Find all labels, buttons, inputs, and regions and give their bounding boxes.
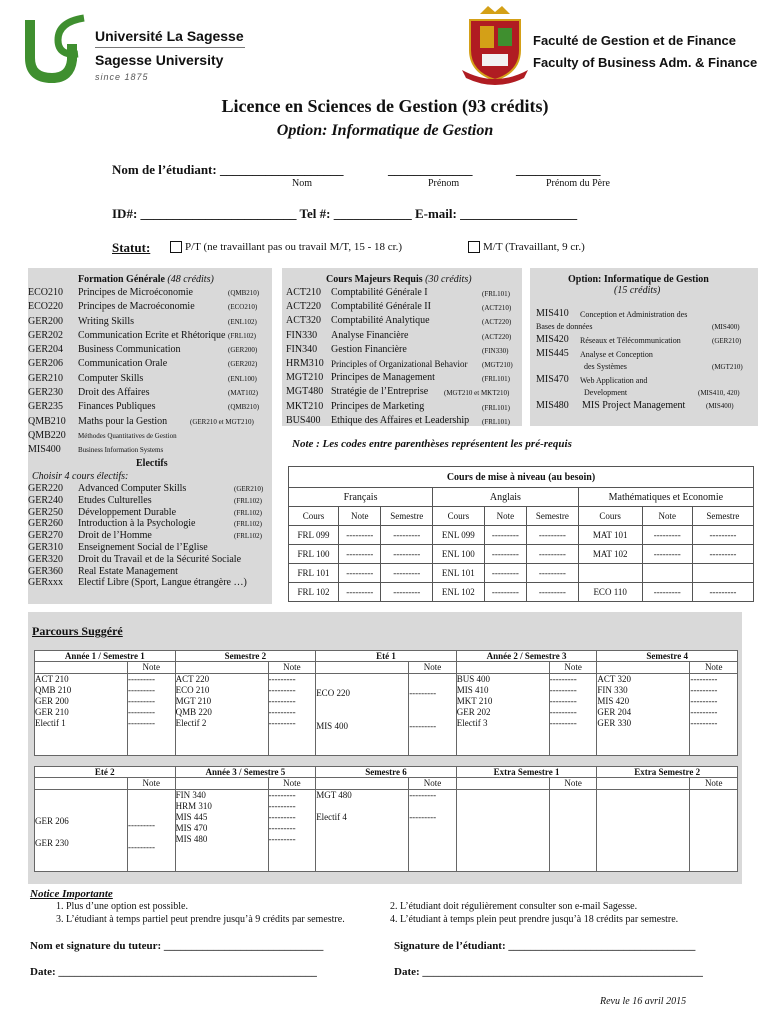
electifs-names: Advanced Computer Skills Etudes Culturelles Développement Durable Introduction à la Psychologie Droit de l’Homme Enseignement Social de l’Eglise Droit du Travail et de la Sécurité Sociale Real Estate Management Electif Libre (Sport, Langue étrangère …) — [78, 483, 247, 589]
table-row — [289, 545, 754, 564]
option-prereq: (MGT210) — [712, 363, 743, 371]
semester-head: Eté 2 — [35, 767, 176, 778]
courses-cell: ACT 210 QMB 210 GER 200 GER 210 Electif 1 — [35, 674, 128, 756]
mt-label: M/T (Travaillant, 9 cr.) — [483, 241, 585, 253]
note-cell[interactable]: --------- — [642, 583, 692, 602]
option-name: Analyse et Conception — [580, 350, 653, 359]
note-cell[interactable]: --------- — [642, 526, 692, 545]
faculty-name-fr: Faculté de Gestion et de Finance — [533, 33, 736, 48]
semestre-cell[interactable]: --------- — [381, 545, 433, 564]
majeurs-codes: ACT210 ACT220 ACT320 FIN330 FIN340 HRM310 MGT210 MGT480 MKT210 BUS400 — [286, 287, 324, 426]
semestre-cell[interactable]: --------- — [527, 526, 579, 545]
tutor-date-field[interactable]: Date: _______________________________________________ — [30, 966, 317, 978]
note-cell[interactable]: --------- — [484, 545, 526, 564]
remedial-title: Cours de mise à niveau (au besoin) — [289, 467, 754, 488]
col-header: Cours — [433, 507, 485, 526]
note-header: Note — [128, 778, 176, 790]
courses-cell: FIN 340 HRM 310 MIS 445 MIS 470 MIS 480 — [175, 790, 268, 872]
empty-cell — [578, 564, 642, 583]
col-header: Note — [484, 507, 526, 526]
note-cell[interactable]: --------- — [338, 545, 380, 564]
notice-item: 2. L’étudiant doit régulièrement consulter son e-mail Sagesse. — [390, 901, 638, 912]
courses-cell: ACT 320 FIN 330 MIS 420 GER 204 GER 330 — [597, 674, 690, 756]
option-name: Conception et Administration des — [580, 310, 688, 319]
notice-title: Notice Importante — [30, 888, 113, 900]
electifs-prereqs: (GER210) (FRL102) (FRL102) (FRL102) (FRL102) — [234, 485, 264, 541]
parcours-bottom-table — [34, 766, 738, 872]
remedial-group: Anglais — [433, 488, 579, 507]
note-header: Note — [268, 662, 316, 674]
col-header: Semestre — [381, 507, 433, 526]
col-header: Note — [642, 507, 692, 526]
table-row — [289, 526, 754, 545]
parcours-top-table — [34, 650, 738, 756]
notes-cell[interactable]: --------- --------- — [409, 674, 457, 756]
semestre-cell[interactable]: --------- — [692, 545, 753, 564]
option-prereq: (MIS410, 420) — [698, 389, 740, 397]
prenom-caption: Prénom — [428, 178, 460, 189]
note-header: Note — [549, 662, 597, 674]
note-cell[interactable]: --------- — [484, 526, 526, 545]
semester-head: Extra Semestre 2 — [597, 767, 738, 778]
formation-prereqs: (QMB210) (ECO210) (ENL102) (FRL102) (GER200) (GER202) (ENL100) (MAT102) (QMB210) (GER210 et MGT210) — [190, 289, 260, 426]
courses-cell: MGT 480 Electif 4 — [316, 790, 409, 872]
course-cell: MAT 101 — [578, 526, 642, 545]
courses-cell: ECO 220 MIS 400 — [316, 674, 409, 756]
option-prereq: (MIS400) — [712, 323, 740, 331]
majeurs-names: Comptabilité Générale I Comptabilité Générale II Comptabilité Analytique Analyse Financière Gestion Financière Principles of Organizational Behavior Principes de Management Stratégie de l’Entreprise Principes de Marketing Ethique des Affaires et Leadership — [331, 287, 470, 426]
notice-item: 3. L’étudiant à temps partiel peut prendre jusqu’à 9 crédits par semestre. — [56, 914, 345, 925]
semester-head: Semestre 6 — [316, 767, 457, 778]
option-prereq: (MIS400) — [706, 402, 734, 410]
page-subtitle: Option: Informatique de Gestion — [276, 122, 494, 139]
courses-cell: BUS 400 MIS 410 MKT 210 GER 202 Electif 3 — [456, 674, 549, 756]
mt-checkbox[interactable] — [468, 241, 480, 253]
course-cell: ENL 100 — [433, 545, 485, 564]
semestre-cell[interactable]: --------- — [381, 583, 433, 602]
table-row — [289, 583, 754, 602]
id-tel-email-field[interactable]: ID#: ________________________ Tel #: ____________ E-mail: __________________ — [112, 206, 578, 221]
page-title: Licence en Sciences de Gestion (93 crédits) — [221, 96, 549, 116]
formation-title: Formation Générale (48 crédits) — [78, 274, 214, 285]
divider — [95, 47, 245, 48]
note-header: Note — [690, 662, 738, 674]
remedial-table — [288, 466, 754, 602]
course-cell: ECO 110 — [578, 583, 642, 602]
note-cell[interactable]: --------- — [338, 526, 380, 545]
option-credits: (15 crédits) — [614, 285, 661, 296]
course-cell: FRL 100 — [289, 545, 339, 564]
formation-codes: ECO210 ECO220 GER200 GER202 GER204 GER206 GER210 GER230 GER235 QMB210 QMB220 MIS400 — [28, 287, 66, 456]
semester-head: Année 3 / Semestre 5 — [175, 767, 316, 778]
empty-cell — [692, 564, 753, 583]
note-header: Note — [409, 662, 457, 674]
course-cell: ENL 102 — [433, 583, 485, 602]
courses-cell: GER 206 GER 230 — [35, 790, 128, 872]
semester-head: Année 1 / Semestre 1 — [35, 651, 176, 662]
col-header: Cours — [578, 507, 642, 526]
semestre-cell[interactable]: --------- — [381, 564, 433, 583]
courses-cell — [597, 790, 690, 872]
tutor-signature-field[interactable]: Nom et signature du tuteur: _____________________________ — [30, 940, 324, 952]
formation-generale-box — [28, 268, 272, 604]
option-box — [530, 268, 758, 426]
university-logo — [22, 14, 90, 84]
notes-cell[interactable]: --------- --------- --------- --------- --------- — [268, 790, 316, 872]
col-header: Cours — [289, 507, 339, 526]
university-name-fr: Université La Sagesse — [95, 28, 244, 44]
option-title: Option: Informatique de Gestion — [568, 274, 709, 285]
formation-names: Principes de Microéconomie Principes de Macroéconomie Writing Skills Communication Ecrite et Rhétorique Business Communication Communication Orale Computer Skills Droit des Affaires Finances Publiques Maths pour la Gestion Méthodes Quantitatives de Gestion Business Information Systems — [78, 287, 226, 455]
notice-item: 4. L’étudiant à temps plein peut prendre jusqu’à 18 crédits par semestre. — [390, 914, 679, 925]
semester-head: Semestre 4 — [597, 651, 738, 662]
university-name-en: Sagesse University — [95, 52, 224, 68]
notes-cell[interactable]: --------- --------- --------- --------- --------- — [690, 674, 738, 756]
student-signature-field[interactable]: Signature de l’étudiant: __________________________________ — [394, 940, 696, 952]
nom-caption: Nom — [292, 178, 312, 189]
revision-date: Revu le 16 avril 2015 — [600, 996, 687, 1007]
col-header: Semestre — [692, 507, 753, 526]
option-name: Réseaux et Télécommunication — [580, 336, 681, 345]
mt-option[interactable] — [468, 241, 585, 253]
majeurs-title: Cours Majeurs Requis (30 crédits) — [326, 274, 472, 285]
option-name: Bases de données — [536, 322, 593, 331]
option-name: des Systèmes — [584, 362, 627, 371]
majeurs-prereqs: (FRL101) (ACT210) (ACT220) (ACT220) (FIN330) (MGT210) (FRL101) (MGT210 et MKT210) (FRL101) (FRL101) — [444, 290, 513, 426]
notice-item: 1. Plus d’une option est possible. — [56, 901, 188, 912]
notes-cell[interactable]: --------- --------- --------- --------- --------- — [549, 674, 597, 756]
faculty-crest-icon — [458, 4, 532, 86]
note-header: Note — [549, 778, 597, 790]
electifs-note: Choisir 4 cours électifs: — [32, 471, 129, 482]
option-prereq: (GER210) — [712, 337, 742, 345]
pt-checkbox[interactable] — [170, 241, 182, 253]
note-header: Note — [268, 778, 316, 790]
course-cell: ENL 099 — [433, 526, 485, 545]
faculty-name-en: Faculty of Business Adm. & Finance — [533, 55, 758, 70]
pere-field[interactable]: _____________ — [516, 162, 601, 177]
course-cell: FRL 102 — [289, 583, 339, 602]
pt-label: P/T (ne travaillant pas ou travail M/T, 15 - 18 cr.) — [185, 241, 403, 253]
course-cell: FRL 101 — [289, 564, 339, 583]
courses-cell — [456, 790, 549, 872]
option-name: Development — [584, 388, 628, 397]
since-text: since 1875 — [95, 72, 149, 82]
electifs-codes: GER220 GER240 GER250 GER260 GER270 GER310 GER320 GER360 GERxxx — [28, 483, 63, 589]
notes-cell[interactable]: --------- --------- --------- --------- --------- — [268, 674, 316, 756]
note-cell[interactable]: --------- — [484, 564, 526, 583]
col-header: Semestre — [527, 507, 579, 526]
option-code: MIS420 — [536, 334, 569, 345]
semestre-cell[interactable]: --------- — [527, 564, 579, 583]
cours-majeurs-box — [282, 268, 522, 426]
semestre-cell[interactable]: --------- — [692, 526, 753, 545]
semestre-cell[interactable]: --------- — [527, 545, 579, 564]
table-row — [289, 564, 754, 583]
option-name: Web Application and — [580, 376, 648, 385]
semester-head: Année 2 / Semestre 3 — [456, 651, 597, 662]
option-code: MIS410 — [536, 308, 569, 319]
notes-cell[interactable]: --------- --------- --------- --------- --------- — [128, 674, 176, 756]
note-header: Note — [690, 778, 738, 790]
student-date-field[interactable]: Date: ___________________________________________________ — [394, 966, 703, 978]
semestre-cell[interactable]: --------- — [692, 583, 753, 602]
course-cell: MAT 102 — [578, 545, 642, 564]
note-header: Note — [409, 778, 457, 790]
semestre-cell[interactable]: --------- — [381, 526, 433, 545]
col-header: Note — [338, 507, 380, 526]
option-code: MIS445 — [536, 348, 569, 359]
electifs-title: Electifs — [136, 458, 168, 469]
semester-head: Semestre 2 — [175, 651, 316, 662]
empty-cell — [642, 564, 692, 583]
semestre-cell[interactable]: --------- — [527, 583, 579, 602]
notes-cell[interactable] — [690, 790, 738, 872]
pere-caption: Prénom du Père — [546, 178, 610, 189]
course-cell: ENL 101 — [433, 564, 485, 583]
remedial-group: Français — [289, 488, 433, 507]
note-header: Note — [128, 662, 176, 674]
pt-option[interactable] — [170, 241, 402, 253]
courses-cell: ACT 220 ECO 210 MGT 210 QMB 220 Electif 2 — [175, 674, 268, 756]
prereq-note: Note : Les codes entre parenthèses représentent les pré-requis — [292, 438, 572, 450]
notes-cell[interactable]: --------- --------- — [128, 790, 176, 872]
student-name-field[interactable]: Nom de l’étudiant: ___________________ — [112, 162, 344, 177]
option-name: MIS Project Management — [582, 400, 686, 411]
remedial-group: Mathématiques et Economie — [578, 488, 753, 507]
option-code: MIS470 — [536, 374, 569, 385]
notes-cell[interactable] — [549, 790, 597, 872]
note-cell[interactable]: --------- — [338, 564, 380, 583]
semester-head: Extra Semestre 1 — [456, 767, 597, 778]
option-code: MIS480 — [536, 400, 569, 411]
course-cell: FRL 099 — [289, 526, 339, 545]
statut-label: Statut: — [112, 240, 151, 255]
notes-cell[interactable]: --------- --------- — [409, 790, 457, 872]
semester-head: Eté 1 — [316, 651, 457, 662]
parcours-title: Parcours Suggéré — [32, 624, 123, 638]
note-cell[interactable]: --------- — [642, 545, 692, 564]
prenom-field[interactable]: _____________ — [388, 162, 473, 177]
note-cell[interactable]: --------- — [484, 583, 526, 602]
note-cell[interactable]: --------- — [338, 583, 380, 602]
